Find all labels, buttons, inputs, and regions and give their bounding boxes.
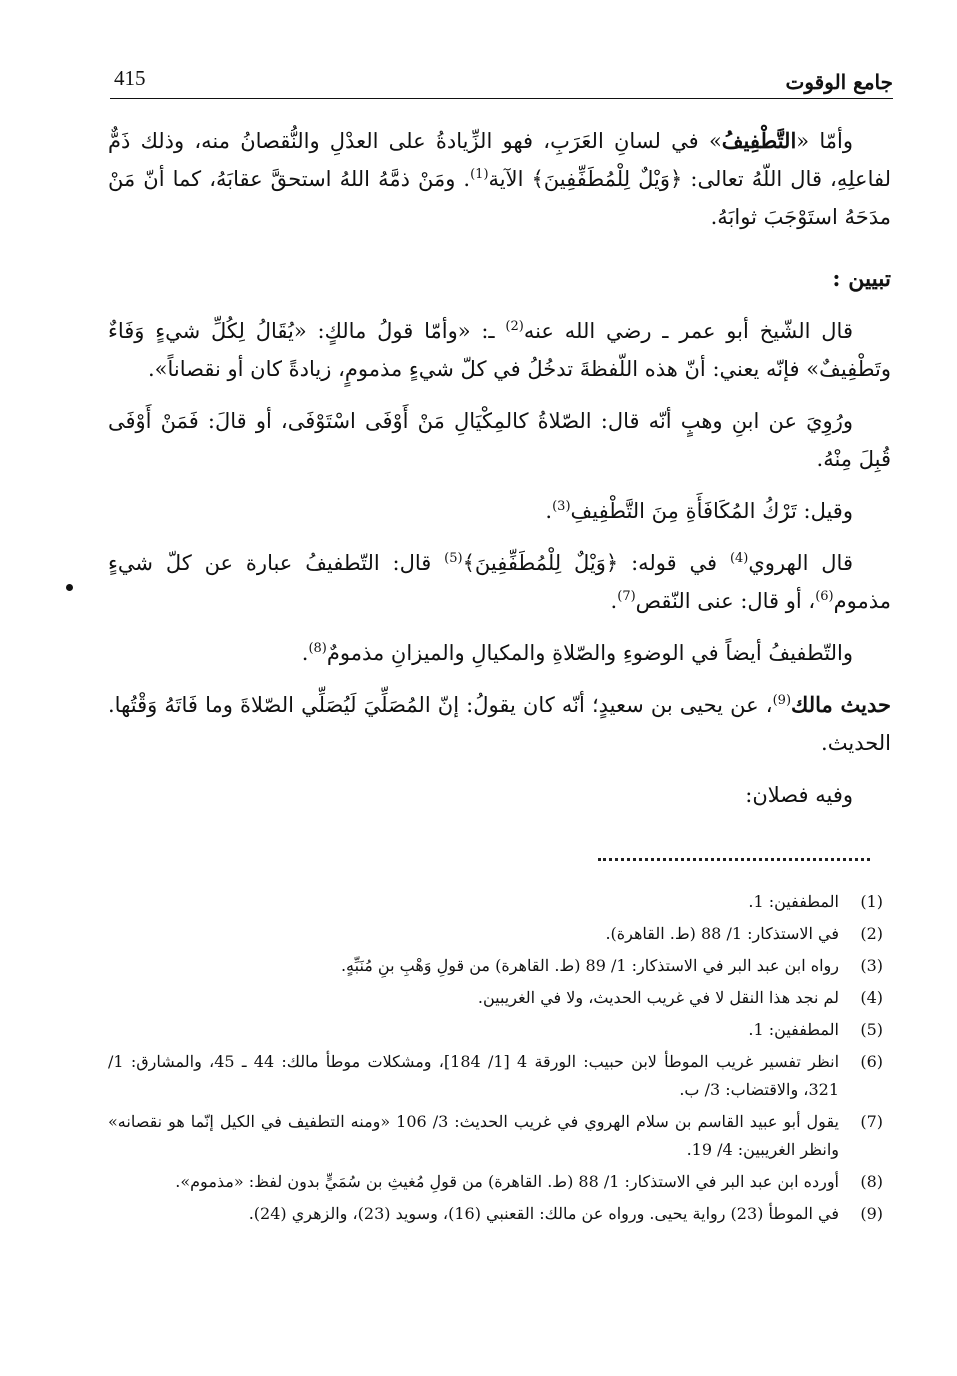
page-header xyxy=(110,62,893,102)
footnotes xyxy=(108,888,883,1232)
paragraph-harawi: قال الهروي$^{(4)}$ في قوله: ﴿وَيْلٌ لِلْمُطَفِّفِينَ﴾$^{(5)}$ قال: التّطفيفُ عبارة عن كلّ شيءٍ مذموم$^{(6)}$، أو قال: عنى النّقص$^{(7)}$. xyxy=(108,551,891,613)
footnote-ref-6: (6) xyxy=(815,589,834,604)
footnote-item xyxy=(108,1168,883,1196)
footnote-item xyxy=(108,1048,883,1104)
paragraph-wudu: والتّطفيفُ أيضاً في الوضوءِ والصّلاةِ والمكيالِ والميزانِ مذمومٌ$^{(8)}$. xyxy=(301,641,853,665)
paragraph-tatfif-definition: وأمّا «التَّطْفِيفُ» في لسانِ العَرَبِ، فهو الزِّيادةُ على العدْلِ والنُّقصانُ منه، وذلك ذَمٌّ لفاعلِهِ، قال اللّهُ تعالى: ﴿وَيْلٌ لِلْمُطَفِّفِينَ﴾ الآية$^{(1)}$. ومَنْ ذمَّهُ اللهُ استحقَّ عقابَهُ، كما أنّ مَنْ مدَحَهُ استَوْجَبَ ثوابَهُ. xyxy=(108,128,891,229)
footnote-ref-3: (3) xyxy=(552,499,571,514)
footnote-number: (1) xyxy=(860,892,883,911)
footnote-number: (8) xyxy=(860,1172,883,1191)
footnote-number: (9) xyxy=(860,1204,883,1223)
paragraph-mukafaa: وقيل: تَرْكُ المُكَافَأَةِ مِنَ التَّطْفِيفِ$^{(3)}$. xyxy=(545,499,853,523)
footnote-ref-1: (1) xyxy=(470,167,489,182)
paragraph-abu-omar: قال الشّيخ أبو عمر ـ رضي الله عنه$^{(2)}$ ـ: «وأمّا قولُ مالكٍ: «يُقَالُ لِكُلِّ شيءٍ وَفَاءٌ وتَطْفِيفٌ» فإنّه يعني: أنّ هذه اللّفظةَ تدخُلُ في كلّ شيءٍ مذمومٍ، زيادةً كان أو نقصاناً». xyxy=(108,319,891,381)
paragraph-ibn-wahb: ورُوِيَ عن ابنِ وهبٍ أنّه قال: الصّلاةُ كالمِكْيَالِ مَنْ أَوْفَى اسْتَوْفَى، أو قالَ: فَمَنْ أَوْفَى قُبِلَ مِنْهُ. xyxy=(108,409,891,471)
footnote-number: (7) xyxy=(860,1112,883,1131)
footnote-item xyxy=(108,1108,883,1164)
section-heading: تبيين : xyxy=(832,266,891,292)
footnote-text: في الاستذكار: 1/ 88 (ط. القاهرة). xyxy=(605,924,839,943)
paragraph-hadith-malik: حديث مالك$^{(9)}$، عن يحيى بن سعيدٍ؛ أنّه كان يقولُ: إنّ المُصَلِّيَ لَيُصَلِّي الصّلاةَ وما فَاتَهُ وَقْتُها. الحديث. xyxy=(108,692,891,755)
footnote-number: (3) xyxy=(860,956,883,975)
footnote-text: لم نجد هذا النقل لا في غريب الحديث، ولا في الغريبين. xyxy=(477,988,839,1007)
footnote-text: انظر تفسير غريب الموطأ لابن حبيب: الورقة 4 [1/ 184]، ومشكلات موطأ مالك: 44 ـ 45، والمشارق: 1/ 321، والاقتضاب: 3/ ب. xyxy=(108,1052,840,1099)
running-title: جامع الوقوت xyxy=(785,70,893,94)
hadith-label: حديث مالك xyxy=(791,692,891,717)
footnote-number: (5) xyxy=(860,1020,883,1039)
page-number: 415 xyxy=(114,66,146,90)
footnote-item xyxy=(108,888,883,916)
footnote-separator xyxy=(598,858,870,861)
footnote-item xyxy=(108,1016,883,1044)
footnote-text: المطففين: 1. xyxy=(748,1020,839,1039)
margin-dot xyxy=(66,584,73,591)
footnote-ref-4: (4) xyxy=(729,551,749,566)
footnote-text: يقول أبو عبيد القاسم بن سلام الهروي في غريب الحديث: 3/ 106 «ومنه التطفيف في الكيل إنّما هو نقصانه» وانظر الغريبين: 4/ 19. xyxy=(108,1112,839,1159)
footnote-text: رواه ابن عبد البر في الاستذكار: 1/ 89 (ط. القاهرة) من قولِ وَهْبِ بنِ مُنَبِّهٍ. xyxy=(340,956,839,975)
main-text xyxy=(108,122,891,828)
footnote-ref-8: (8) xyxy=(308,641,327,656)
footnote-text: أورده ابن عبد البر في الاستذكار: 1/ 88 (ط. القاهرة) من قولِ مُغيثِ بن سُمَيٍّ بدون لفظ: «مذموم». xyxy=(175,1172,839,1191)
footnote-text: في الموطأ (23) رواية يحيى. ورواه عن مالك: القعنبي (16)، وسويد (23)، والزهري (24). xyxy=(248,1204,839,1223)
footnote-number: (2) xyxy=(860,924,883,943)
footnote-text: المطففين: 1. xyxy=(748,892,839,911)
footnote-ref-5: (5) xyxy=(444,551,463,566)
term-tatfif: التَّطْفِيفُ xyxy=(721,128,797,153)
header-rule xyxy=(110,98,893,99)
footnote-ref-2: (2) xyxy=(505,319,524,334)
footnote-ref-7: (7) xyxy=(617,589,636,604)
footnote-item xyxy=(108,952,883,980)
paragraph-fasl: وفيه فصلان: xyxy=(745,783,853,807)
footnote-item xyxy=(108,920,883,948)
footnote-ref-9: (9) xyxy=(772,693,792,708)
footnote-item xyxy=(108,984,883,1012)
footnote-item xyxy=(108,1200,883,1228)
footnote-number: (4) xyxy=(860,988,883,1007)
footnote-number: (6) xyxy=(860,1052,883,1071)
